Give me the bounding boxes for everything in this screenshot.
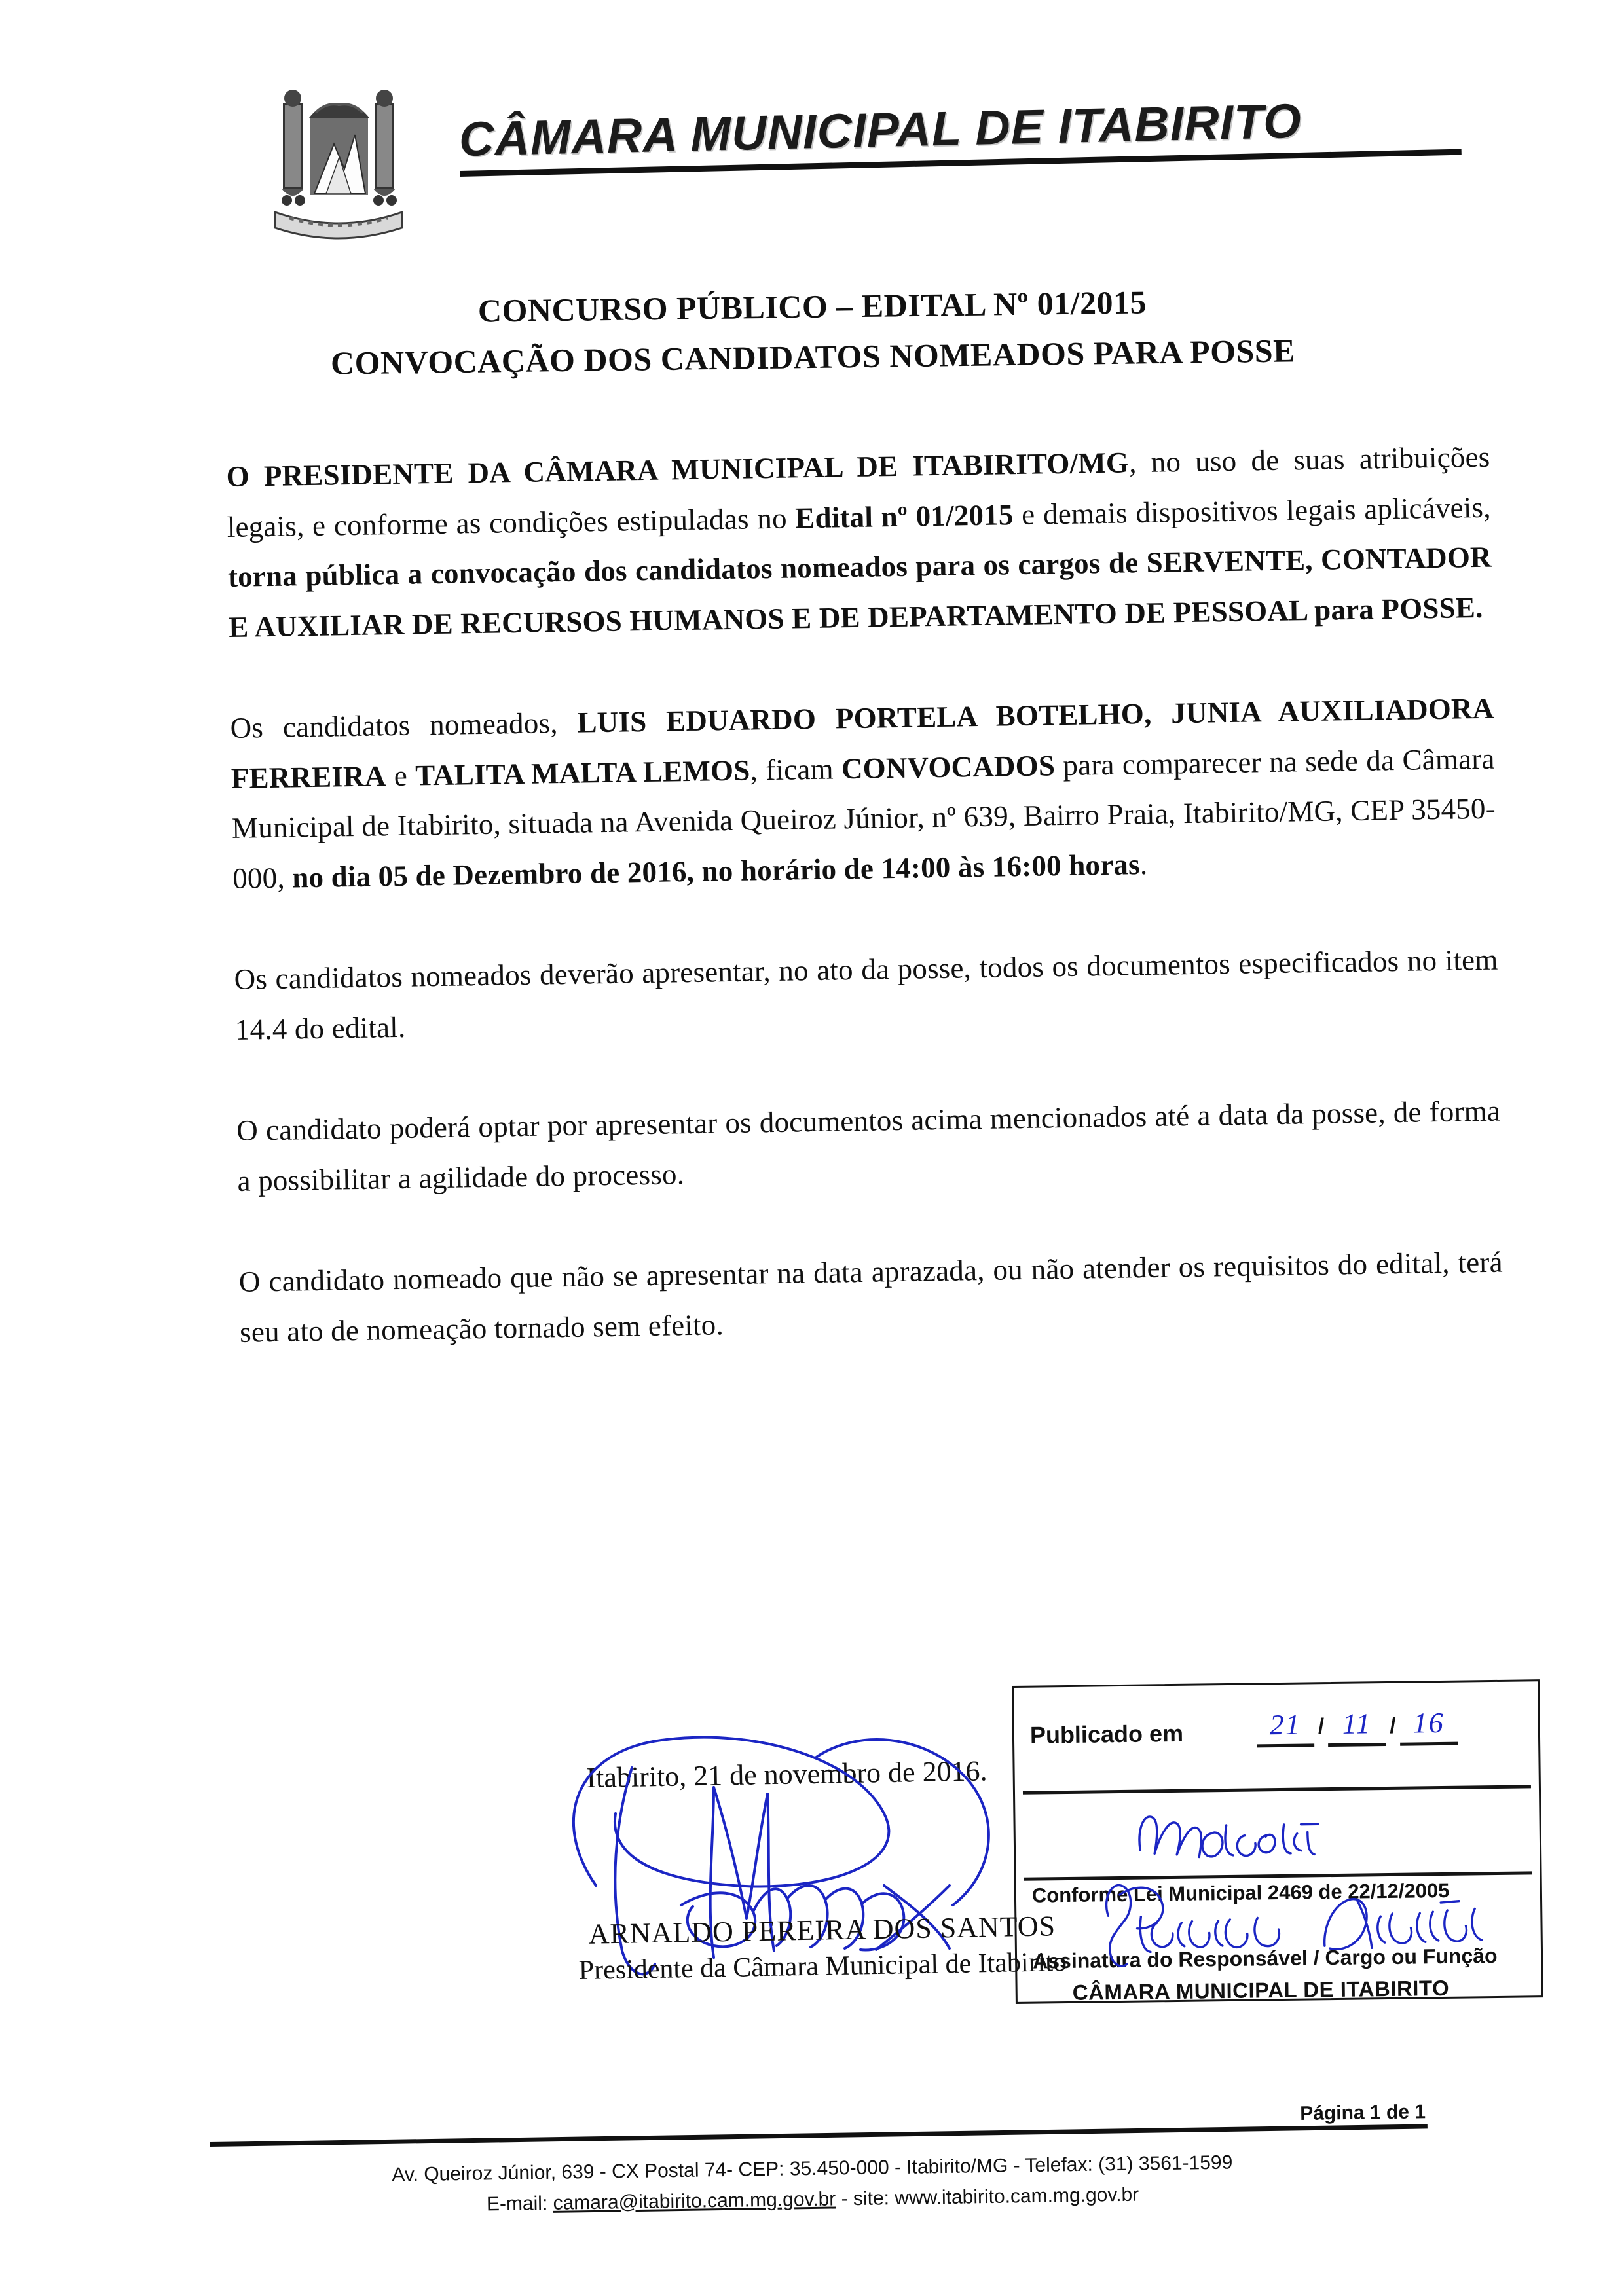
edital-title: CONCURSO PÚBLICO – EDITAL Nº 01/2015 — [477, 283, 1147, 329]
convocados-word: CONVOCADOS — [841, 748, 1056, 785]
signatory-name: ARNALDO PEREIRA DOS SANTOS — [588, 1910, 1056, 1950]
footer-address: Av. Queiroz Júnior, 639 - CX Postal 74- CEP: 35.450-000 - Itabirito/MG - Telefax: (31) 3561-1599 — [392, 2151, 1233, 2186]
document-header — [0, 0, 1624, 249]
signatory-role: Presidente da Câmara Municipal de Itabirito — [578, 1946, 1067, 1986]
date-time-text: no dia 05 de Dezembro de 2016, no horário de 14:00 às 16:00 horas — [291, 847, 1141, 894]
president-mention: O PRESIDENTE DA CÂMARA MUNICIPAL DE ITABIRITO/MG — [226, 446, 1130, 493]
document-body — [226, 432, 1504, 1391]
stamp-date-month: 11 — [1328, 1707, 1386, 1747]
candidates-text-1: , ficam — [750, 752, 842, 786]
organization-title — [458, 88, 1507, 177]
candidates-period: . — [1139, 847, 1148, 881]
stamp-published-label: Publicado em — [1029, 1719, 1184, 1749]
convocation-subtitle: CONVOCAÇÃO DOS CANDIDATOS NOMEADOS PARA POSSE — [330, 331, 1296, 382]
footer-email-label: E-mail: — [486, 2192, 548, 2215]
candidate-names-1: LUIS EDUARDO PORTELA BOTELHO, JUNIA AUXILIADORA FERREIRA — [231, 691, 1494, 795]
stamp-organization: CÂMARA MUNICIPAL DE ITABIRITO — [1072, 1975, 1450, 2005]
stamp-date-day: 21 — [1256, 1707, 1314, 1747]
document-titles — [0, 271, 1624, 386]
city-and-date: Itabirito, 21 de novembro de 2016. — [586, 1755, 987, 1794]
organization-title-text: CÂMARA MUNICIPAL DE ITABIRITO — [458, 93, 1302, 166]
stamp-divider-top — [1023, 1785, 1531, 1794]
footer-site: - site: www.itabirito.cam.mg.gov.br — [836, 2183, 1139, 2210]
stamp-date-year: 16 — [1399, 1706, 1458, 1746]
preamble-text-2: e demais dispositivos legais aplicáveis, — [1013, 490, 1491, 531]
candidate-names-2: TALITA MALTA LEMOS — [415, 753, 750, 792]
stamp-signature-label: Assinatura do Responsável / Cargo ou Função — [1032, 1943, 1498, 1973]
edital-reference: Edital nº 01/2015 — [794, 498, 1014, 534]
footer-email-address: camara@itabirito.cam.mg.gov.br — [553, 2187, 836, 2214]
document-footer — [0, 2142, 1624, 2227]
footer-divider — [210, 2124, 1428, 2147]
page-number: Página 1 de 1 — [1300, 2101, 1426, 2124]
itabirito-coat-of-arms-icon — [263, 84, 414, 247]
paragraph-documents: Os candidatos nomeados deverão apresentar, no ato da posse, todos os documentos especificados no item 14.4 do edital. — [234, 943, 1498, 1046]
preamble-text-1: , no uso de suas atribuições legais, e conforme as condições estipuladas no — [227, 440, 1490, 543]
paragraph-candidates — [230, 683, 1497, 903]
stamp-date-separator-2: / — [1390, 1713, 1396, 1738]
publication-stamp — [1012, 1679, 1543, 2004]
stamp-divider-middle — [1024, 1871, 1532, 1880]
candidates-conjunction: e — [386, 759, 416, 792]
stamp-law-reference: Conforme Lei Municipal 2469 de 22/12/2005 — [1031, 1878, 1450, 1907]
venue-address-text: para comparecer na sede da Câmara Municipal de Itabirito, situada na Avenida Queiroz Júnior, nº 639, Bairro Praia, Itabirito/MG, CEP 35450-000, — [231, 742, 1496, 895]
convocation-declaration: torna pública a convocação dos candidatos nomeados para os cargos de SERVENTE, CONTADOR E AUXILIAR DE RECURSOS HUMANOS E DE DEPARTAMENTO DE PESSOAL para POSSE. — [227, 540, 1492, 644]
paragraph-early-submission: O candidato poderá optar por apresentar os documentos acima mencionados até a data da posse, de forma a possibilitar a agilidade do processo. — [236, 1094, 1501, 1197]
stamp-publication-date — [1256, 1705, 1519, 1748]
paragraph-preamble — [226, 432, 1493, 652]
paragraph-no-show: O candidato nomeado que não se apresentar na data aprazada, ou não atender os requisitos do edital, terá seu ato de nomeação tornado sem efeito. — [238, 1245, 1504, 1349]
stamp-date-separator-1: / — [1318, 1714, 1325, 1740]
candidates-intro: Os candidatos nomeados, — [230, 706, 578, 744]
